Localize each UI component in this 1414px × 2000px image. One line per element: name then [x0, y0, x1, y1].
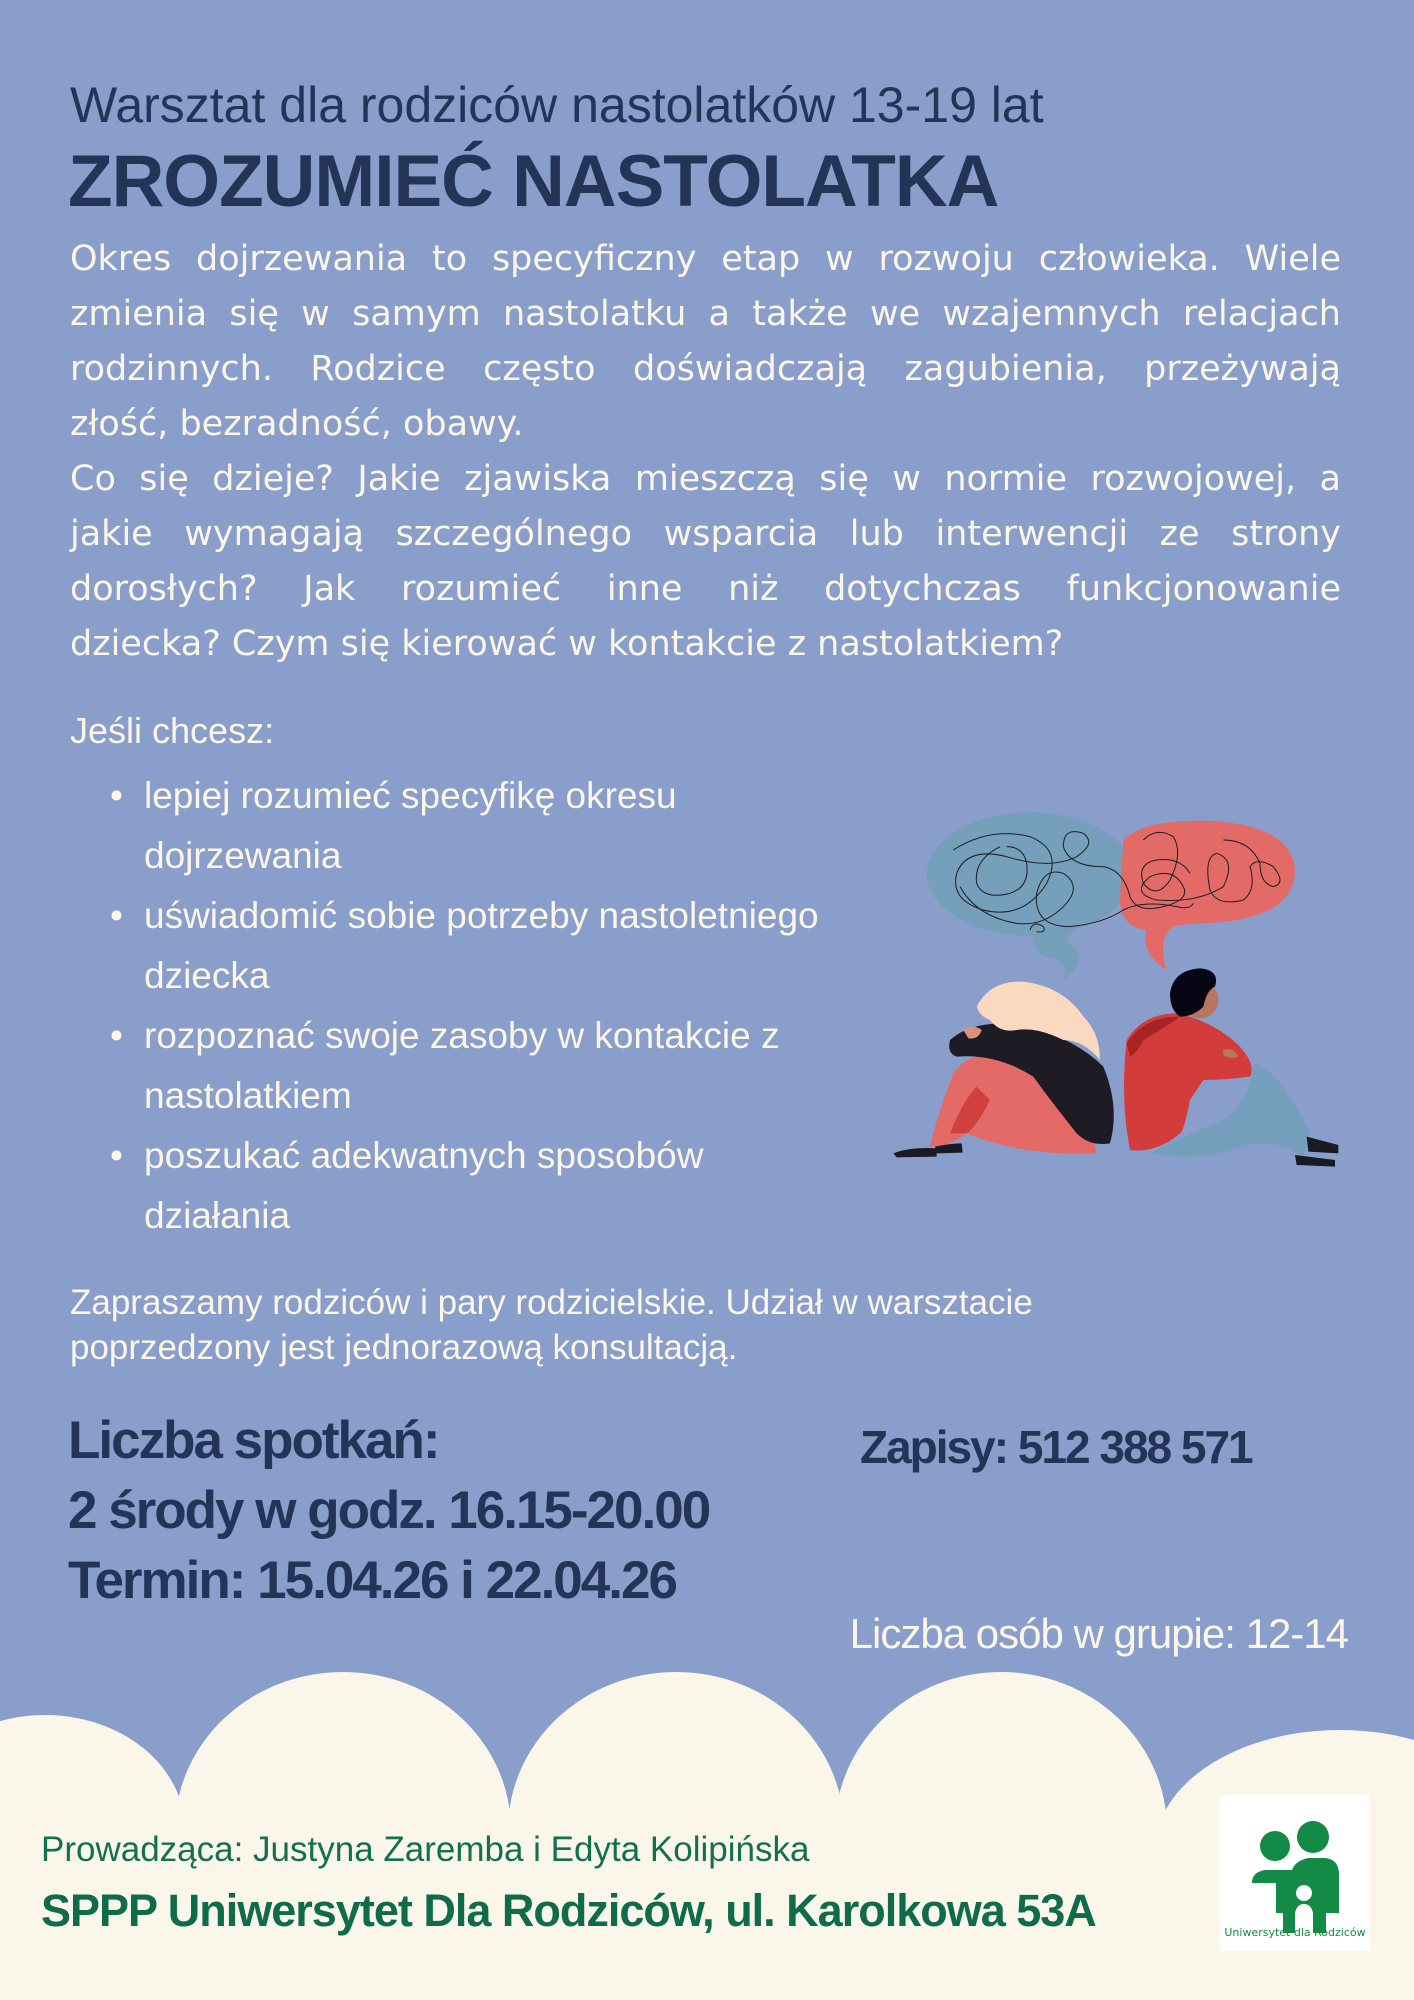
meeting-schedule: 2 środy w godz. 16.15-20.00 [68, 1481, 710, 1540]
logo-text: Uniwersytet dla Rodziców [1224, 1926, 1366, 1939]
bullet-icon: • [110, 1015, 123, 1056]
intro-line: złość, bezradność, obawy. [70, 404, 524, 444]
bullet-icon: • [110, 775, 123, 816]
intro-line: rodzinnych. Rodzice często doświadczają zagubienia, przeżywają [70, 349, 1341, 389]
intro-line: Okres dojrzewania to specyficzny etap w rozwoju człowieka. Wiele [70, 239, 1341, 279]
bullet-icon: • [110, 895, 123, 936]
speech-bubble-blue [927, 812, 1134, 980]
list-item [110, 766, 944, 886]
intro-line: dorosłych? Jak rozumieć inne niż dotychczas funkcjonowanie [70, 569, 1341, 609]
intro-line: Co się dzieje? Jakie zjawiska mieszczą się w normie rozwojowej, a [70, 459, 1341, 499]
speech-bubble-red [1120, 821, 1295, 970]
intro-line: jakie wymagają szczególnego wsparcia lub interwencji ze strony [70, 514, 1341, 554]
arguing-teens-illustration [890, 800, 1360, 1180]
page-title: ZROZUMIEĆ NASTOLATKA [68, 141, 999, 222]
list-item-text: poszukać adekwatnych sposobów [144, 1135, 704, 1176]
boy-figure [1124, 968, 1338, 1166]
list-item-text: lepiej rozumieć specyfikę okresu [144, 775, 677, 816]
girl-figure [893, 982, 1113, 1158]
organization-address: SPPP Uniwersytet Dla Rodziców, ul. Karolkowa 53A [41, 1885, 1096, 1936]
signup-phone: Zapisy: 512 388 571 [860, 1421, 1252, 1473]
meeting-dates: Termin: 15.04.26 i 22.04.26 [68, 1551, 676, 1610]
list-item-text: nastolatkiem [144, 1075, 352, 1116]
invitation-line: poprzedzony jest jednorazową konsultacją. [70, 1328, 738, 1367]
list-item-text: rozpoznać swoje zasoby w kontakcie z [144, 1015, 780, 1056]
workshop-subtitle: Warsztat dla rodziców nastolatków 13-19 lat [70, 77, 1044, 133]
list-item-text: uświadomić sobie potrzeby nastoletniego [144, 895, 819, 936]
invitation-text [70, 1280, 1033, 1370]
list-item [110, 1126, 944, 1246]
benefits-heading: Jeśli chcesz: [70, 710, 275, 751]
list-item-text: dojrzewania [144, 835, 342, 876]
intro-line: dziecka? Czym się kierować w kontakcie z nastolatkiem? [70, 624, 1064, 664]
list-item-text: dziecka [144, 955, 270, 996]
meetings-label: Liczba spotkań: [68, 1411, 439, 1470]
list-item [110, 886, 944, 1006]
group-size: Liczba osób w grupie: 12-14 [849, 1610, 1348, 1657]
invitation-line: Zapraszamy rodziców i pary rodzicielskie. Udział w warsztacie [70, 1283, 1033, 1322]
intro-line: zmienia się w samym nastolatku a także we wzajemnych relacjach [70, 294, 1341, 334]
benefits-list [110, 766, 944, 1246]
list-item [110, 1006, 944, 1126]
list-item-text: działania [144, 1195, 291, 1236]
organization-logo [1220, 1795, 1370, 1951]
intro-paragraph [70, 232, 1341, 672]
workshop-leaders: Prowadząca: Justyna Zaremba i Edyta Kolipińska [41, 1830, 810, 1869]
bullet-icon: • [110, 1135, 123, 1176]
